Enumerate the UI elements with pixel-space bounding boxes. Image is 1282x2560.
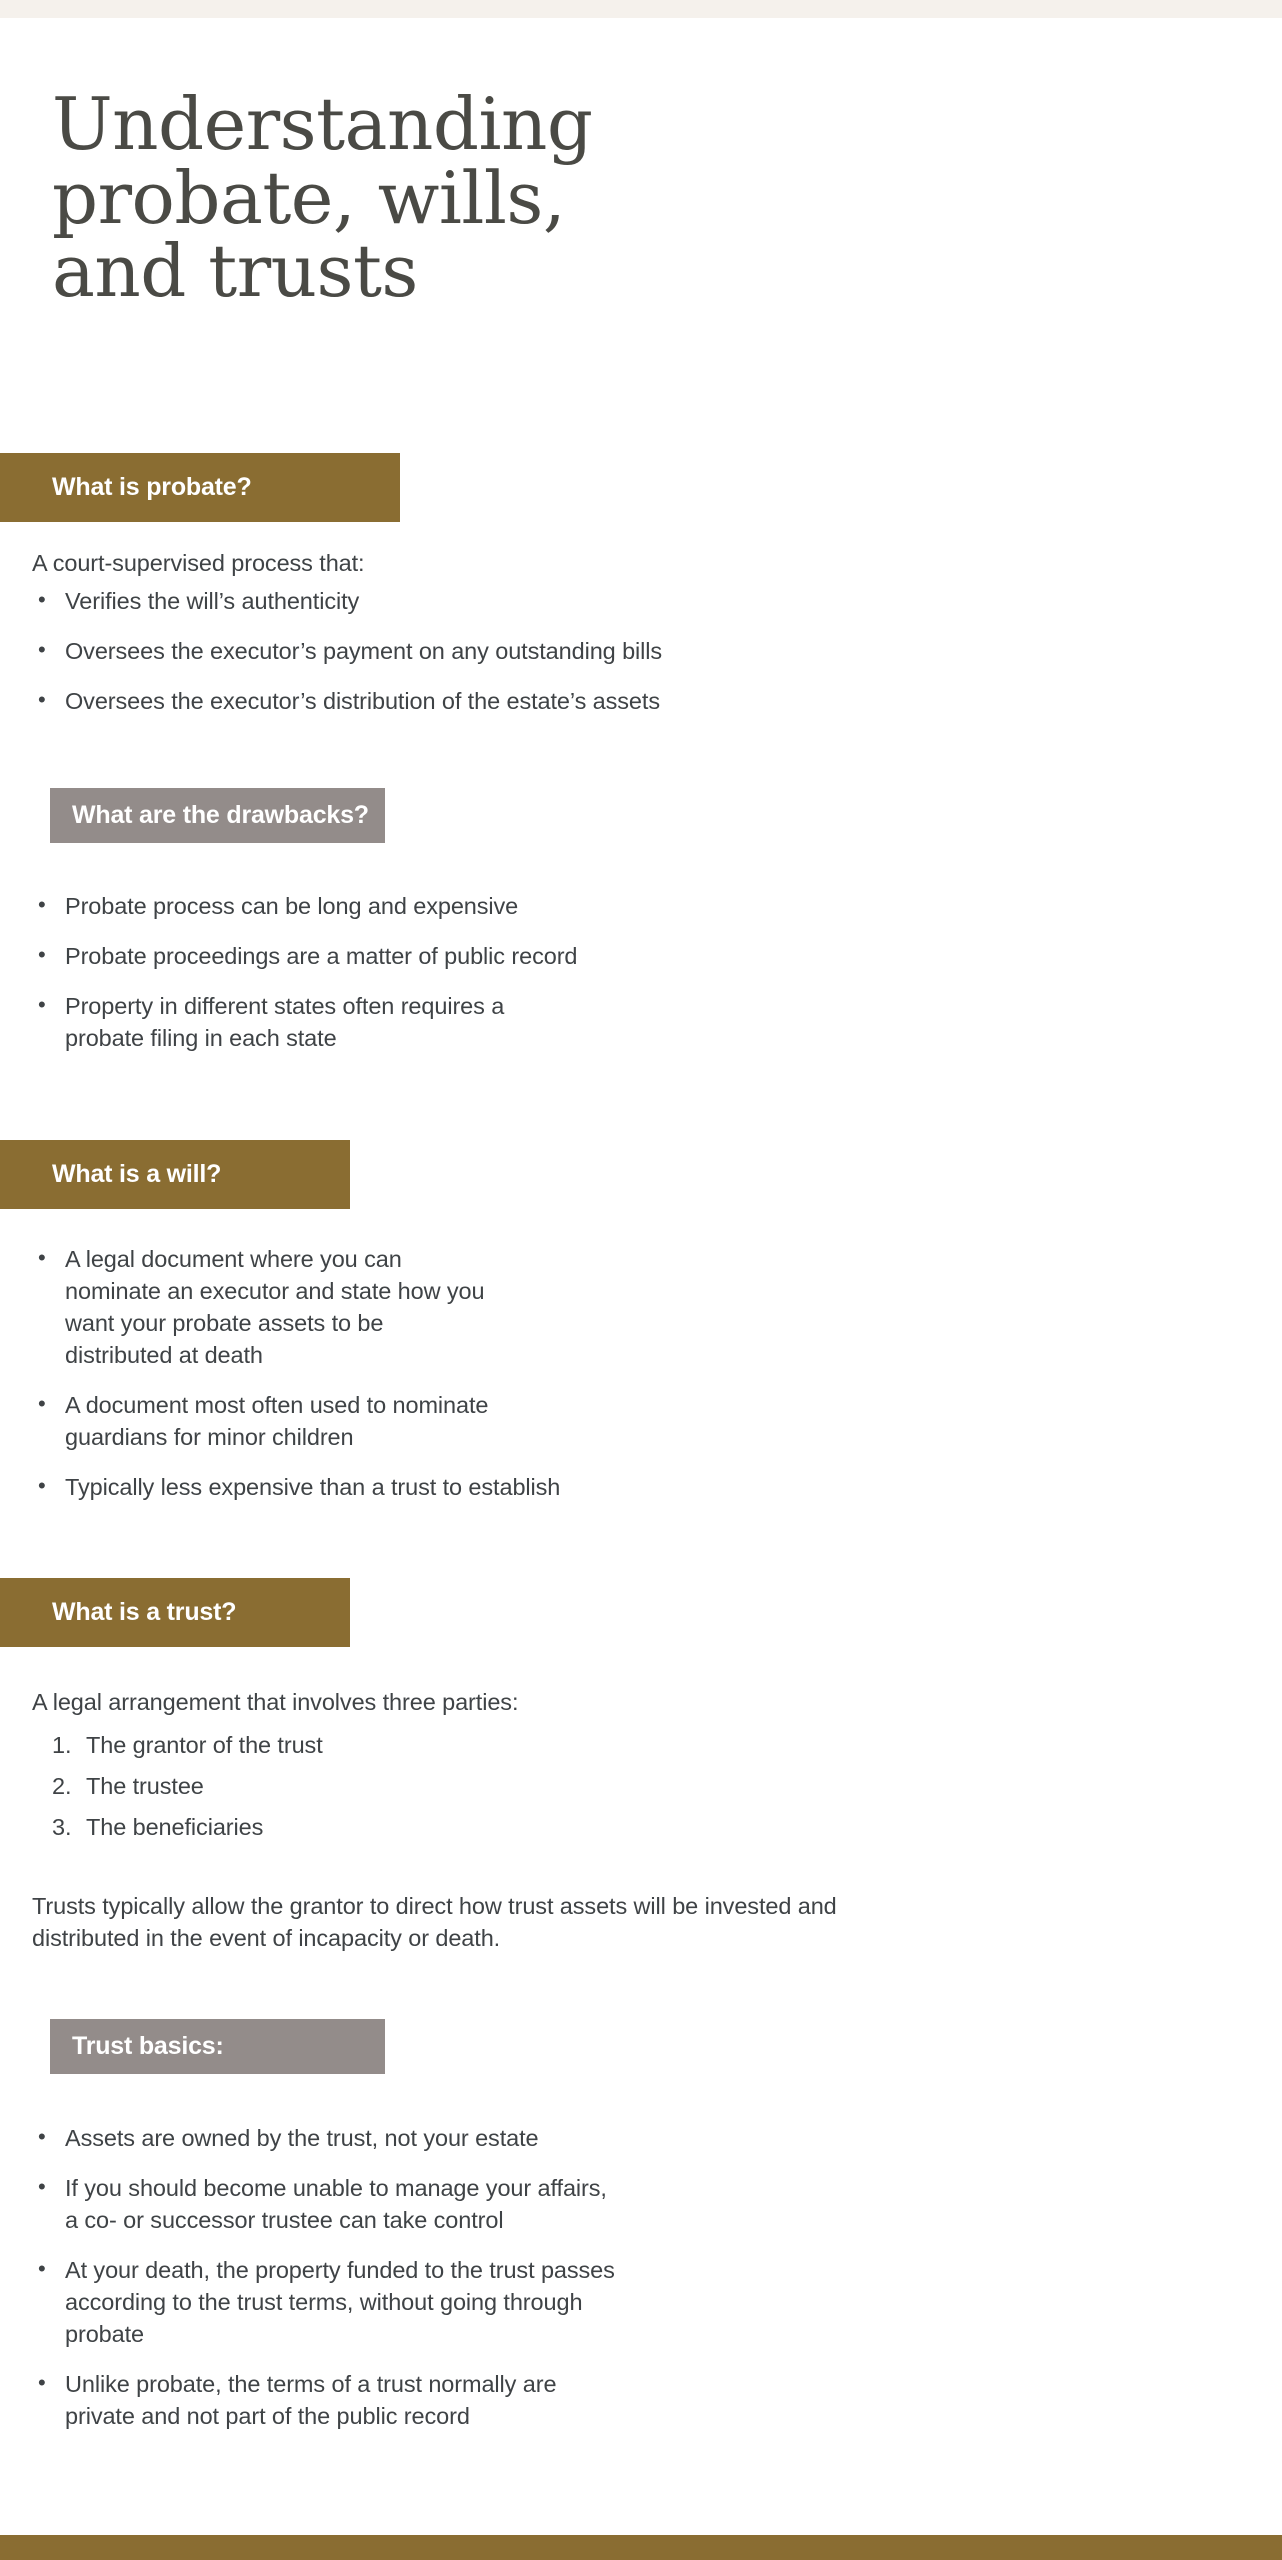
document-page [0, 18, 1282, 2535]
list-item: • Oversees the executor’s distribution of the estate’s assets [32, 686, 862, 718]
probate-intro-text: A court-supervised process that: [32, 550, 365, 576]
will-bullet-list [32, 1244, 862, 1504]
section-header-trust-basics [50, 2019, 385, 2074]
list-item: • Typically less expensive than a trust to establish [32, 1472, 862, 1504]
list-item: The trustee [86, 1772, 204, 1799]
section-header-will [0, 1140, 350, 1209]
list-item: • If you should become unable to manage your affairs, a co- or successor trustee can take control [32, 2173, 610, 2237]
list-item: • Assets are owned by the trust, not your estate [32, 2123, 882, 2155]
list-item: • Oversees the executor’s payment on any outstanding bills [32, 636, 862, 668]
list-item: • Probate proceedings are a matter of public record [32, 941, 862, 973]
list-item: The beneficiaries [86, 1813, 264, 1840]
trust-intro-text: A legal arrangement that involves three parties: [32, 1689, 519, 1715]
top-accent-strip [0, 0, 1282, 18]
section-header-drawbacks [50, 788, 385, 843]
page-title [52, 82, 812, 314]
section-header-probate [0, 453, 400, 522]
section-header-trust-label: What is a trust? [52, 1598, 237, 1626]
trust-parties-list [52, 1730, 752, 1844]
section-header-probate-label: What is probate? [52, 473, 252, 501]
page-title-line-2: probate, wills, [52, 155, 566, 240]
drawbacks-bullet-list [32, 891, 862, 1055]
list-item: • Unlike probate, the terms of a trust normally are private and not part of the public record [32, 2369, 610, 2433]
section-header-will-label: What is a will? [52, 1160, 222, 1188]
list-item: The grantor of the trust [86, 1732, 323, 1758]
list-item: • At your death, the property funded to the trust passes according to the trust terms, without going through probate [32, 2255, 615, 2351]
list-item: • Probate process can be long and expensive [32, 891, 862, 923]
list-item: • A document most often used to nominate guardians for minor children [32, 1390, 535, 1454]
page-title-line-1: Understanding [52, 82, 593, 167]
probate-bullet-list [32, 586, 862, 718]
trust-outro-text: Trusts typically allow the grantor to direct how trust assets will be invested and distributed in the event of incapacity or death. [32, 1893, 837, 1951]
page-title-line-3: and trusts [52, 229, 418, 314]
section-header-trust-basics-label: Trust basics: [72, 2032, 224, 2060]
list-item: • A legal document where you can nominate an executor and state how you want your probate assets to be distributed at death [32, 1244, 485, 1372]
footer-accent-bar [0, 2535, 1282, 2560]
trust-basics-bullet-list [32, 2123, 882, 2433]
list-item: • Property in different states often requires a probate filing in each state [32, 991, 585, 1055]
section-header-trust [0, 1578, 350, 1647]
section-header-drawbacks-label: What are the drawbacks? [72, 801, 369, 829]
list-item: • Verifies the will’s authenticity [32, 586, 862, 618]
